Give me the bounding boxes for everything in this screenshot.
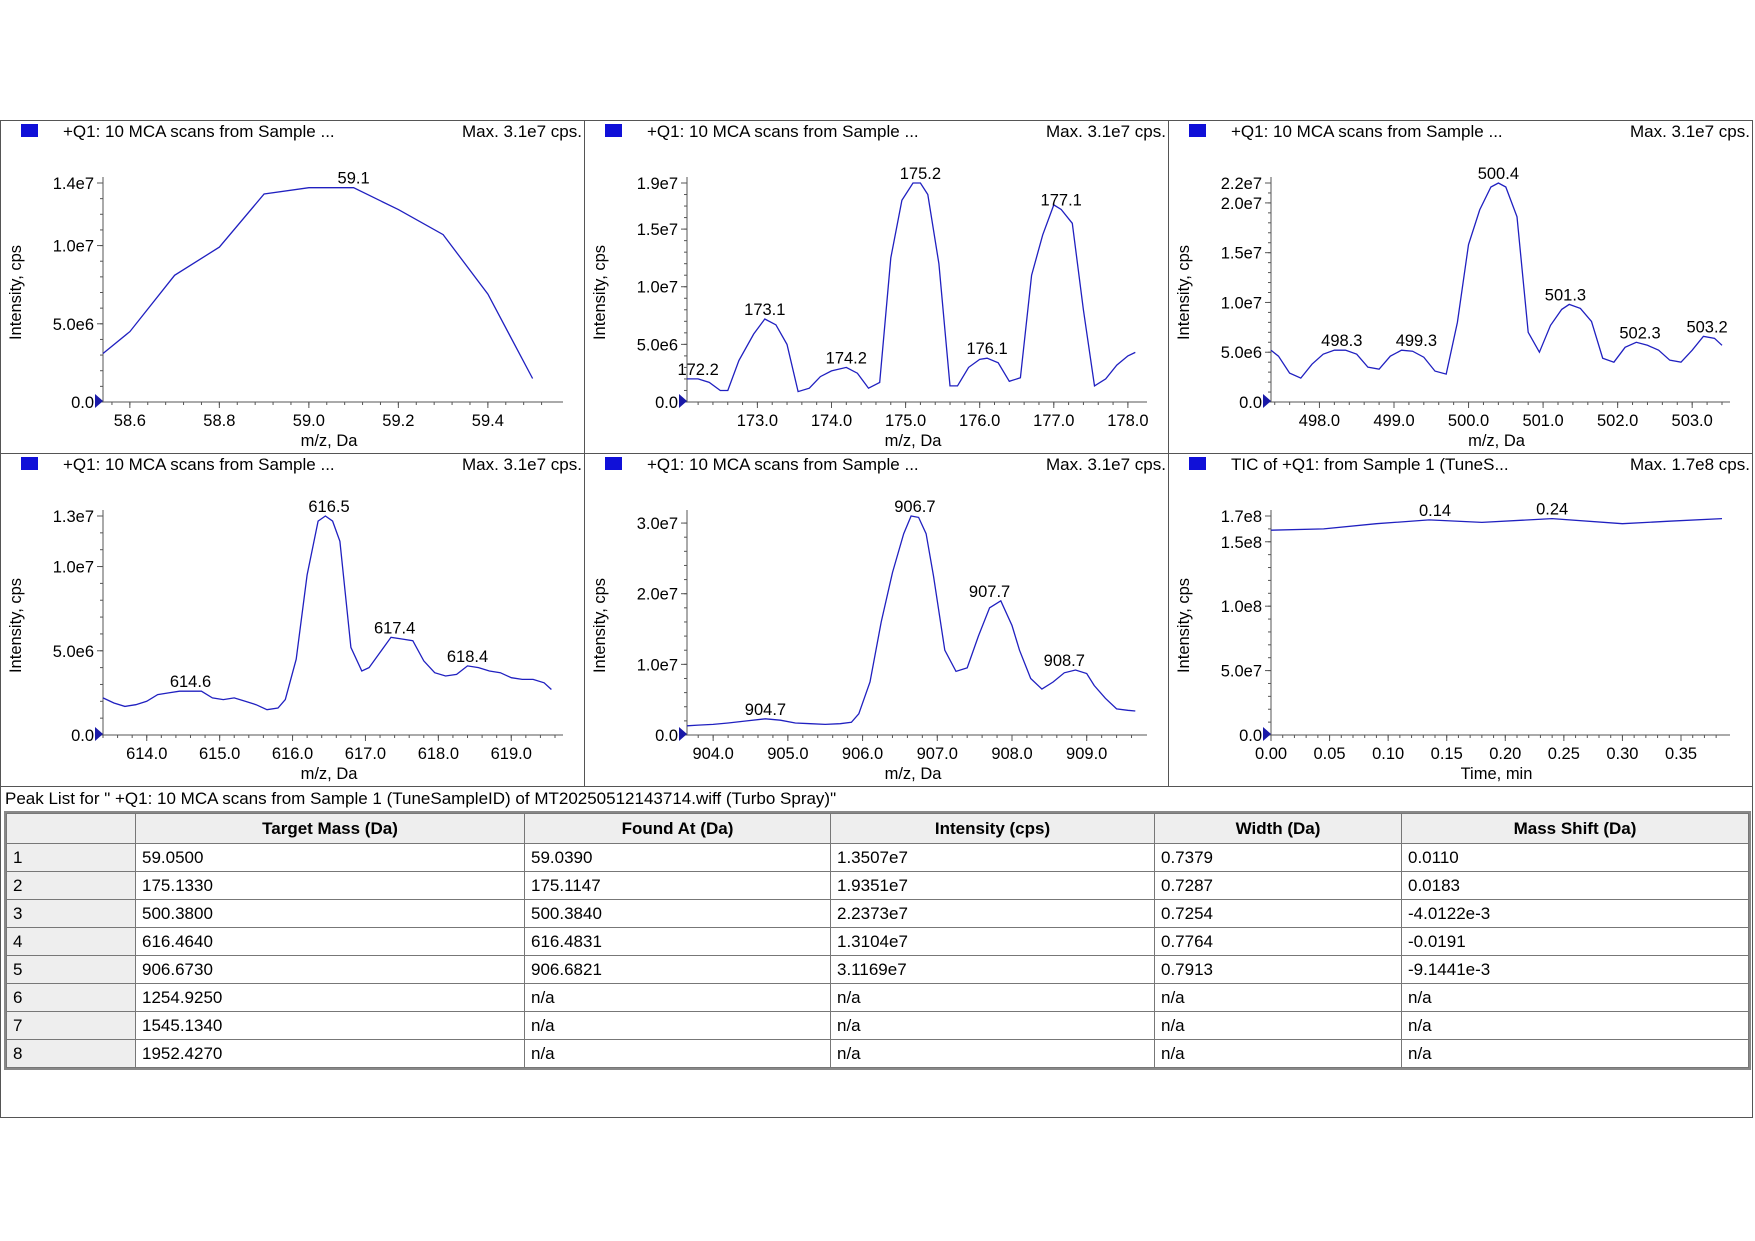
- cell-intensity: 1.3104e7: [831, 928, 1155, 956]
- panel-max-intensity: Max. 3.1e7 cps.: [1629, 122, 1750, 141]
- cell-target-mass: 616.4640: [136, 928, 525, 956]
- spectrum-plot: [1, 121, 585, 454]
- y-tick-label: 0.0: [71, 394, 94, 412]
- y-tick-label: 0.0: [1239, 394, 1262, 412]
- peak-label: 0.24: [1536, 500, 1569, 519]
- row-number: 1: [7, 844, 136, 872]
- cell-target-mass: 1545.1340: [136, 1012, 525, 1040]
- y-tick-label: 1.3e7: [52, 508, 94, 526]
- cell-mass-shift: -0.0191: [1402, 928, 1749, 956]
- x-tick-label: 905.0: [767, 745, 809, 763]
- peak-label: 616.5: [308, 498, 350, 516]
- x-axis-title: m/z, Da: [884, 432, 942, 450]
- row-number: 2: [7, 872, 136, 900]
- cell-found-at: n/a: [525, 1040, 831, 1068]
- x-tick-label: 0.30: [1606, 745, 1639, 763]
- cell-target-mass: 906.6730: [136, 956, 525, 984]
- x-tick-label: 175.0: [884, 412, 927, 430]
- cell-target-mass: 59.0500: [136, 844, 525, 872]
- row-number: 5: [7, 956, 136, 984]
- y-tick-label: 1.0e8: [1220, 598, 1262, 617]
- x-tick-label: 615.0: [198, 745, 241, 763]
- x-tick-label: 0.20: [1489, 745, 1522, 763]
- y-tick-label: 2.0e7: [1220, 194, 1262, 213]
- x-axis-title: Time, min: [1460, 765, 1533, 783]
- y-tick-label: 1.0e7: [636, 278, 678, 297]
- x-tick-label: 904.0: [692, 745, 734, 763]
- table-row[interactable]: [7, 872, 1749, 900]
- peak-label: 174.2: [825, 349, 867, 368]
- y-axis-title: Intensity, cps: [591, 244, 609, 341]
- peak-label: 617.4: [373, 619, 416, 638]
- x-tick-label: 907.0: [916, 745, 958, 763]
- peak-label: 172.2: [677, 360, 719, 379]
- y-tick-label: 5.0e7: [1220, 662, 1262, 681]
- panel-title: +Q1: 10 MCA scans from Sample ...: [1231, 122, 1503, 141]
- row-number: 4: [7, 928, 136, 956]
- row-number: 6: [7, 984, 136, 1012]
- row-number: 7: [7, 1012, 136, 1040]
- table-row[interactable]: [7, 984, 1749, 1012]
- peak-list-section: [1, 787, 1752, 1070]
- y-tick-label: 1.4e7: [52, 175, 94, 193]
- peak-label: 175.2: [899, 165, 942, 183]
- y-axis-title: Intensity, cps: [7, 244, 25, 341]
- cell-mass-shift: -9.1441e-3: [1402, 956, 1749, 984]
- cell-intensity: n/a: [831, 1040, 1155, 1068]
- table-row[interactable]: [7, 1012, 1749, 1040]
- x-tick-label: 0.10: [1372, 745, 1405, 763]
- spectrum-trace: [103, 188, 533, 379]
- peak-list-caption: Peak List for " +Q1: 10 MCA scans from Sample 1 (TuneSampleID) of MT20250512143714.wiff (Turbo Spray)": [5, 789, 837, 808]
- y-tick-label: 5.0e6: [636, 336, 678, 355]
- y-axis-title: Intensity, cps: [1175, 577, 1193, 674]
- cell-found-at: 59.0390: [525, 844, 831, 872]
- y-tick-label: 1.9e7: [636, 175, 678, 193]
- cell-found-at: n/a: [525, 1012, 831, 1040]
- x-tick-label: 177.0: [1033, 412, 1075, 430]
- x-tick-label: 616.0: [271, 745, 314, 763]
- y-tick-label: 5.0e6: [52, 642, 94, 661]
- y-tick-label: 0.0: [655, 727, 678, 745]
- x-tick-label: 0.15: [1430, 745, 1463, 763]
- x-tick-label: 906.0: [841, 745, 884, 763]
- cell-intensity: n/a: [831, 984, 1155, 1012]
- col-header-intensity: Intensity (cps): [831, 814, 1155, 844]
- cell-intensity: 3.1169e7: [831, 956, 1155, 984]
- x-tick-label: 176.0: [959, 412, 1001, 430]
- cell-found-at: 906.6821: [525, 956, 831, 984]
- cell-width: n/a: [1155, 1012, 1402, 1040]
- x-tick-label: 909.0: [1066, 745, 1108, 763]
- panel-title: +Q1: 10 MCA scans from Sample ...: [63, 455, 335, 474]
- tic-panel: [1169, 454, 1752, 787]
- y-tick-label: 0.0: [71, 727, 94, 745]
- peak-label: 503.2: [1686, 318, 1728, 337]
- y-tick-label: 1.0e7: [52, 558, 94, 577]
- cell-width: 0.7913: [1155, 956, 1402, 984]
- spectrum-panel-3: [1169, 121, 1752, 454]
- y-tick-label: 5.0e6: [52, 315, 94, 334]
- x-tick-label: 618.0: [417, 745, 460, 763]
- spectrum-panel-4: [1, 454, 585, 787]
- cell-mass-shift: 0.0183: [1402, 872, 1749, 900]
- row-number: 3: [7, 900, 136, 928]
- y-tick-label: 1.5e7: [1220, 244, 1262, 263]
- table-row[interactable]: [7, 1040, 1749, 1068]
- panel-title: +Q1: 10 MCA scans from Sample ...: [63, 122, 335, 141]
- table-row[interactable]: [7, 844, 1749, 872]
- y-tick-label: 0.0: [1239, 727, 1262, 745]
- cell-mass-shift: n/a: [1402, 1012, 1749, 1040]
- peak-label: 173.1: [744, 301, 786, 320]
- peak-label: 499.3: [1395, 332, 1438, 351]
- panel-max-intensity: Max. 3.1e7 cps.: [461, 122, 582, 141]
- x-tick-label: 59.2: [382, 412, 415, 430]
- x-tick-label: 58.8: [203, 412, 236, 430]
- y-tick-label: 0.0: [655, 394, 678, 412]
- y-tick-label: 3.0e7: [636, 515, 678, 534]
- spectrum-panel-2: [585, 121, 1169, 454]
- x-tick-label: 0.35: [1664, 745, 1698, 763]
- cell-width: 0.7254: [1155, 900, 1402, 928]
- cell-mass-shift: n/a: [1402, 1040, 1749, 1068]
- peak-table: [6, 813, 1749, 1068]
- x-axis-title: m/z, Da: [884, 765, 942, 783]
- peak-label: 501.3: [1544, 286, 1587, 305]
- peak-label: 907.7: [968, 582, 1011, 601]
- x-axis-title: m/z, Da: [1468, 432, 1525, 450]
- cell-target-mass: 175.1330: [136, 872, 525, 900]
- y-axis-title: Intensity, cps: [591, 577, 609, 674]
- cell-intensity: 1.9351e7: [831, 872, 1155, 900]
- x-axis-title: m/z, Da: [300, 765, 358, 783]
- peak-label: 906.7: [894, 498, 936, 516]
- col-header-index: [7, 814, 136, 844]
- y-tick-label: 1.0e7: [1220, 294, 1262, 313]
- x-tick-label: 614.0: [126, 745, 168, 763]
- cell-intensity: 2.2373e7: [831, 900, 1155, 928]
- y-tick-label: 1.7e8: [1220, 508, 1262, 526]
- table-row[interactable]: [7, 928, 1749, 956]
- panel-max-intensity: Max. 3.1e7 cps.: [461, 455, 582, 474]
- spectrum-trace: [687, 516, 1135, 726]
- panel-title: +Q1: 10 MCA scans from Sample ...: [647, 455, 919, 474]
- table-row[interactable]: [7, 900, 1749, 928]
- x-axis-title: m/z, Da: [300, 432, 358, 450]
- panel-title: TIC of +Q1: from Sample 1 (TuneS...: [1231, 455, 1509, 474]
- peak-table-header: [7, 814, 1749, 844]
- peak-label: 904.7: [744, 700, 787, 719]
- spectrum-panel-5: [585, 454, 1169, 787]
- report-frame: [0, 120, 1753, 1118]
- peak-label: 177.1: [1040, 191, 1082, 210]
- col-header-target-mass: Target Mass (Da): [136, 814, 525, 844]
- tic-plot: [1169, 454, 1752, 787]
- x-tick-label: 908.0: [991, 745, 1033, 763]
- cell-intensity: 1.3507e7: [831, 844, 1155, 872]
- y-tick-label: 2.0e7: [636, 585, 678, 604]
- spectrum-plot: [585, 121, 1169, 454]
- cell-width: 0.7287: [1155, 872, 1402, 900]
- panel-title: +Q1: 10 MCA scans from Sample ...: [647, 122, 919, 141]
- cell-width: 0.7764: [1155, 928, 1402, 956]
- peak-label: 618.4: [446, 647, 489, 666]
- x-tick-label: 502.0: [1596, 412, 1639, 430]
- y-tick-label: 1.0e7: [52, 237, 94, 256]
- cell-mass-shift: -4.0122e-3: [1402, 900, 1749, 928]
- spectrum-trace: [687, 183, 1135, 392]
- spectrum-panel-1: [1, 121, 585, 454]
- peak-label: 908.7: [1043, 652, 1085, 671]
- peak-label: 502.3: [1619, 324, 1661, 343]
- cell-target-mass: 1952.4270: [136, 1040, 525, 1068]
- x-tick-label: 617.0: [344, 745, 387, 763]
- cell-intensity: n/a: [831, 1012, 1155, 1040]
- cell-width: n/a: [1155, 1040, 1402, 1068]
- peak-label: 0.14: [1418, 501, 1452, 520]
- cell-width: 0.7379: [1155, 844, 1402, 872]
- x-tick-label: 173.0: [736, 412, 779, 430]
- x-tick-label: 500.0: [1447, 412, 1490, 430]
- cell-width: n/a: [1155, 984, 1402, 1012]
- col-header-width: Width (Da): [1155, 814, 1402, 844]
- panel-max-intensity: Max. 3.1e7 cps.: [1045, 455, 1166, 474]
- spectrum-plot: [1169, 121, 1752, 454]
- x-tick-label: 178.0: [1107, 412, 1149, 430]
- peak-table-frame: [4, 811, 1751, 1070]
- cell-found-at: 175.1147: [525, 872, 831, 900]
- row-number: 8: [7, 1040, 136, 1068]
- spectrum-trace: [1271, 519, 1722, 531]
- x-tick-label: 619.0: [490, 745, 532, 763]
- cell-mass-shift: 0.0110: [1402, 844, 1749, 872]
- spectrum-plot: [585, 454, 1169, 787]
- cell-target-mass: 500.3800: [136, 900, 525, 928]
- cell-found-at: n/a: [525, 984, 831, 1012]
- origin-marker: [679, 727, 687, 741]
- x-tick-label: 0.25: [1547, 745, 1580, 763]
- y-axis-title: Intensity, cps: [1175, 244, 1193, 341]
- x-tick-label: 498.0: [1298, 412, 1341, 430]
- peak-label: 176.1: [966, 340, 1008, 359]
- col-header-mass-shift: Mass Shift (Da): [1402, 814, 1749, 844]
- x-tick-label: 0.05: [1313, 745, 1346, 763]
- cell-target-mass: 1254.9250: [136, 984, 525, 1012]
- table-row[interactable]: [7, 956, 1749, 984]
- cell-found-at: 500.3840: [525, 900, 831, 928]
- x-tick-label: 0.00: [1254, 745, 1288, 763]
- panel-max-intensity: Max. 1.7e8 cps.: [1629, 455, 1750, 474]
- origin-marker: [95, 727, 103, 741]
- peak-label: 500.4: [1477, 165, 1520, 183]
- y-tick-label: 1.0e7: [636, 656, 678, 675]
- spectrum-plot: [1, 454, 585, 787]
- origin-marker: [679, 394, 687, 408]
- y-tick-label: 5.0e6: [1220, 344, 1262, 363]
- cell-found-at: 616.4831: [525, 928, 831, 956]
- x-tick-label: 501.0: [1522, 412, 1564, 430]
- y-tick-label: 1.5e8: [1220, 533, 1262, 552]
- peak-label: 59.1: [337, 169, 370, 188]
- cell-mass-shift: n/a: [1402, 984, 1749, 1012]
- peak-label: 498.3: [1321, 332, 1363, 351]
- x-tick-label: 59.4: [471, 412, 504, 430]
- origin-marker: [1263, 727, 1271, 741]
- x-tick-label: 499.0: [1373, 412, 1415, 430]
- col-header-found-at: Found At (Da): [525, 814, 831, 844]
- x-tick-label: 503.0: [1671, 412, 1713, 430]
- origin-marker: [95, 394, 103, 408]
- y-axis-title: Intensity, cps: [7, 577, 25, 674]
- x-tick-label: 59.0: [292, 412, 325, 430]
- origin-marker: [1263, 394, 1271, 408]
- x-tick-label: 174.0: [810, 412, 853, 430]
- y-tick-label: 2.2e7: [1220, 175, 1262, 193]
- x-tick-label: 58.6: [113, 412, 146, 430]
- y-tick-label: 1.5e7: [636, 221, 678, 240]
- peak-label: 614.6: [169, 673, 212, 692]
- panel-max-intensity: Max. 3.1e7 cps.: [1045, 122, 1166, 141]
